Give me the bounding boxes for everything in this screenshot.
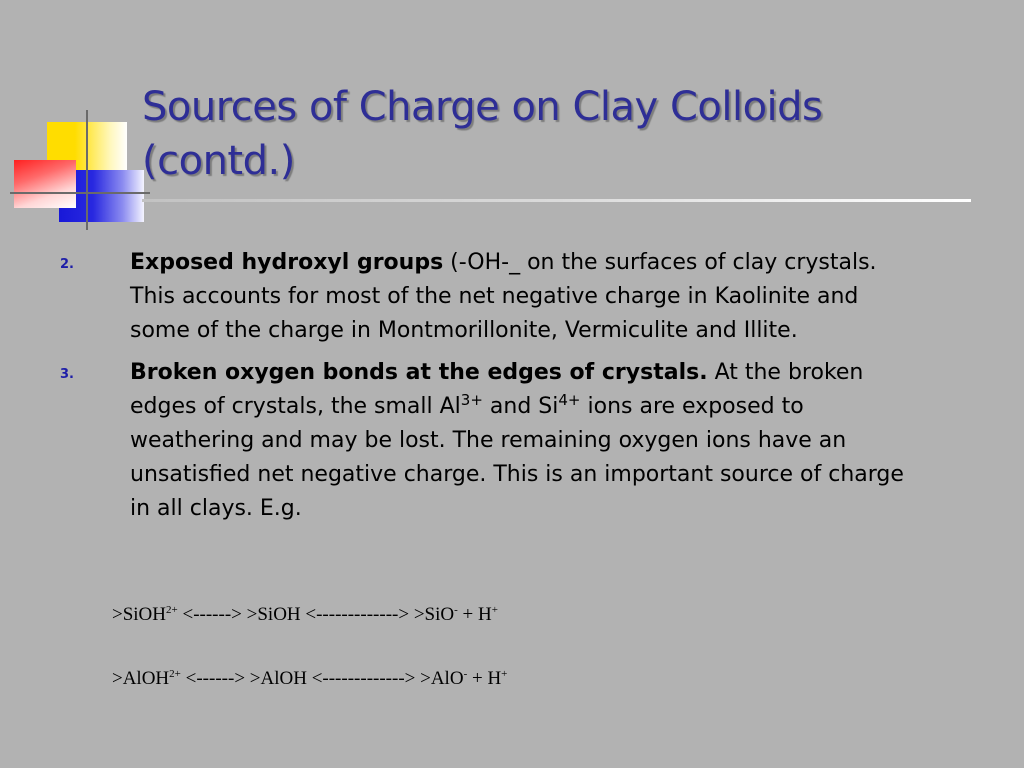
equation-part: + H	[457, 604, 492, 625]
list-item-number: 3.	[60, 367, 74, 382]
equation-superscript: +	[491, 604, 498, 616]
equation-superscript: +	[501, 668, 508, 680]
list-item	[60, 246, 910, 348]
equation-part: + H	[467, 668, 502, 689]
equation-superscript: -	[463, 668, 468, 680]
list-item-text: At the broken edges of crystals, the small Al	[130, 360, 864, 419]
equation-part: <------> >SiOH <-------------> >SiO	[177, 604, 455, 625]
logo-vertical-line	[86, 110, 88, 230]
red-square	[14, 160, 76, 208]
slide-title-line-1: Sources of Charge on Clay Colloids	[142, 84, 823, 130]
equation-part: >AlOH	[112, 668, 170, 689]
equation-part: >SiOH	[112, 604, 167, 625]
list-item-text: and Si	[482, 394, 559, 419]
equation-part: <------> >AlOH <-------------> >AlO	[180, 668, 464, 689]
equation-superscript: 2+	[169, 668, 181, 680]
equation-superscript: 2+	[166, 604, 178, 616]
list-item-heading: Broken oxygen bonds at the edges of crystals.	[130, 360, 708, 385]
list-item-text: ions are exposed to weathering and may be lost. The remaining oxygen ions have an unsatisfied net negative charge. This is an important source of charge in all clays. E.g.	[130, 394, 904, 521]
list-item	[60, 356, 910, 526]
list-item-text: (-OH-_ on the surfaces of clay crystals. This accounts for most of the net negative charge in Kaolinite and some of the charge in Montmorillonite, Vermiculite and Illite.	[130, 250, 877, 343]
title-underline	[142, 199, 971, 202]
equation-aloh	[112, 668, 507, 690]
numbered-list	[60, 246, 910, 534]
equation-sioh	[112, 604, 498, 626]
slide-title-line-2: (contd.)	[142, 138, 295, 184]
al-charge-superscript: 3+	[460, 391, 483, 409]
slide-title	[142, 80, 1002, 188]
equation-superscript: -	[454, 604, 458, 616]
list-item-heading: Exposed hydroxyl groups	[130, 250, 444, 275]
logo-horizontal-line	[10, 192, 150, 194]
si-charge-superscript: 4+	[558, 391, 581, 409]
decorative-squares-logo	[0, 0, 160, 240]
list-item-number: 2.	[60, 257, 74, 272]
